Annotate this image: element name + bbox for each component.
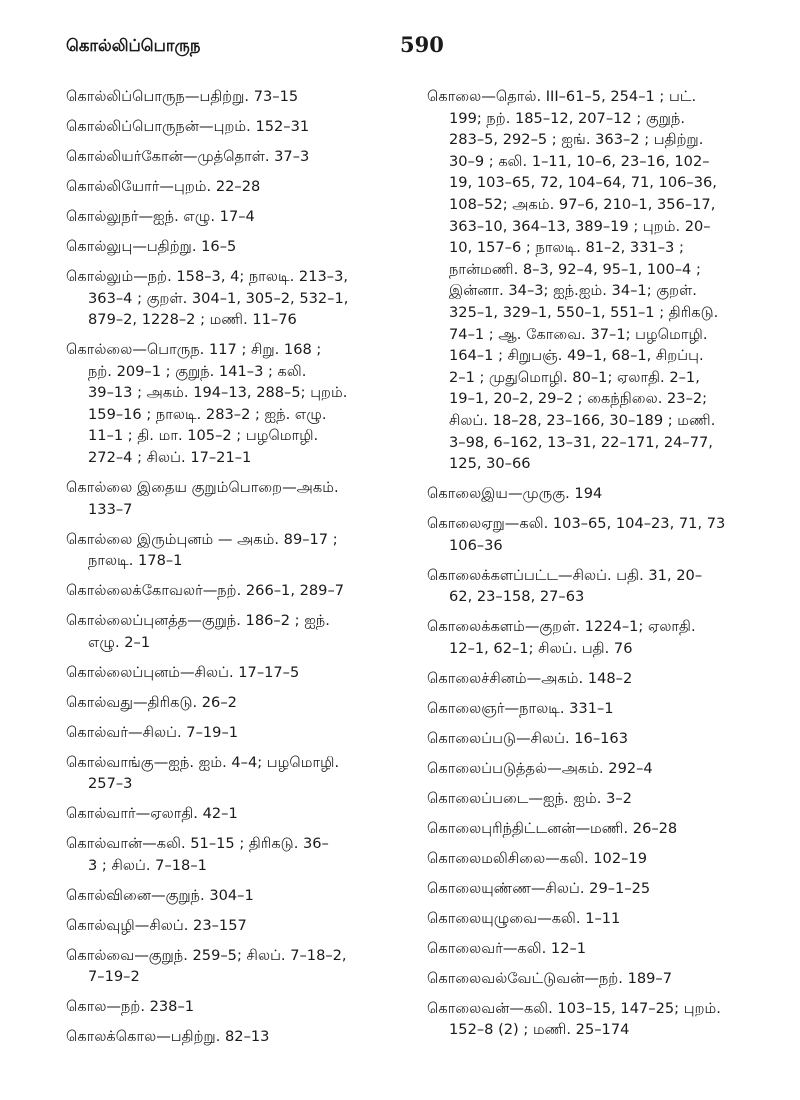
index-entry xyxy=(427,728,760,750)
entry-continuation-line: 199; நற். 185–12, 207–12 ; குறுந். xyxy=(449,109,685,127)
index-entry xyxy=(427,698,760,720)
entry-continuation-line: 257–3 xyxy=(88,775,133,793)
index-entry xyxy=(427,938,760,960)
entry-continuation-line: எழு. 2–1 xyxy=(88,633,151,651)
entry-headword-line: கொலையுழுவை—கலி. 1–11 xyxy=(427,909,621,927)
index-entry xyxy=(427,878,760,900)
entry-headword-line: கொல்வினை—குறுந். 304–1 xyxy=(66,886,254,904)
entry-headword-line: கொலைப்படை—ஐந். ஐம். 3–2 xyxy=(427,789,632,807)
entry-continuation-line: 108–52; அகம். 97–6, 210–1, 356–17, xyxy=(449,195,716,213)
index-entry xyxy=(66,266,396,331)
entry-continuation-line: 10, 157–6 ; நாலடி. 81–2, 331–3 ; xyxy=(449,239,684,257)
left-index-column xyxy=(66,86,396,1056)
entry-continuation-line: 283–5, 292–5 ; ஐங். 363–2 ; பதிற்று. xyxy=(449,131,704,149)
entry-continuation-line: 325–1, 329–1, 550–1, 551–1 ; திரிகடு. xyxy=(449,303,719,321)
entry-headword-line: கொல்லியர்கோன்—முத்தொள். 37–3 xyxy=(66,147,310,165)
index-entry xyxy=(66,692,396,714)
entry-continuation-line: 39–13 ; அகம். 194–13, 288–5; புறம். xyxy=(88,384,348,402)
entry-continuation-line: 152–8 (2) ; மணி. 25–174 xyxy=(449,1021,630,1039)
running-head: கொல்லிப்பொருந xyxy=(66,36,201,55)
entry-headword-line: கொலைவர்—கலி. 12–1 xyxy=(427,939,587,957)
index-entry xyxy=(66,833,396,876)
entry-continuation-line: 133–7 xyxy=(88,500,133,518)
index-entry xyxy=(66,339,396,469)
entry-headword-line: கொலைவல்வேட்டுவன்—நற். 189–7 xyxy=(427,969,673,987)
entry-headword-line: கொலைவன்—கலி. 103–15, 147–25; புறம். xyxy=(427,999,721,1017)
index-entry xyxy=(427,668,760,690)
entry-headword-line: கொலைச்சினம்—அகம். 148–2 xyxy=(427,669,633,687)
index-entry xyxy=(427,818,760,840)
right-index-column xyxy=(427,86,760,1049)
entry-continuation-line: 62, 23–158, 27–63 xyxy=(449,588,585,606)
index-entry xyxy=(427,848,760,870)
entry-continuation-line: 879–2, 1228–2 ; மணி. 11–76 xyxy=(88,311,297,329)
entry-headword-line: கொல்லை—பொருந. 117 ; சிறு. 168 ; xyxy=(66,341,322,359)
index-entry xyxy=(66,915,396,937)
index-entry xyxy=(427,998,760,1041)
entry-continuation-line: 272–4 ; சிலப். 17–21–1 xyxy=(88,449,252,467)
entry-continuation-line: 363–4 ; குறள். 304–1, 305–2, 532–1, xyxy=(88,289,349,307)
index-entry xyxy=(427,513,760,556)
entry-headword-line: கொல்லைப்புனத்த—குறுந். 186–2 ; ஐந். xyxy=(66,612,330,630)
index-entry xyxy=(66,885,396,907)
entry-headword-line: கொலைப்படுத்தல்—அகம். 292–4 xyxy=(427,759,653,777)
entry-headword-line: கொல்லியோர்—புறம். 22–28 xyxy=(66,177,261,195)
index-entry xyxy=(66,752,396,795)
entry-headword-line: கொல்லைப்புனம்—சிலப். 17–17–5 xyxy=(66,663,300,681)
entry-headword-line: கொலக்கொல—பதிற்று. 82–13 xyxy=(66,1028,270,1046)
index-entry xyxy=(66,206,396,228)
entry-headword-line: கொலைஞர்—நாலடி. 331–1 xyxy=(427,699,614,717)
entry-continuation-line: 74–1 ; ஆ. கோவை. 37–1; பழமொழி. xyxy=(449,325,708,343)
index-entry xyxy=(66,86,396,108)
index-entry xyxy=(66,945,396,988)
page-number: 590 xyxy=(400,32,444,57)
entry-continuation-line: 164–1 ; சிறுபஞ். 49–1, 68–1, சிறப்பு. xyxy=(449,347,704,365)
entry-headword-line: கொல்லும்—நற். 158–3, 4; நாலடி. 213–3, xyxy=(66,267,349,285)
entry-headword-line: கொல்வது—திரிகடு. 26–2 xyxy=(66,693,237,711)
page-header xyxy=(0,32,800,68)
index-entry xyxy=(66,176,396,198)
entry-headword-line: கொல்லைக்கோவலர்—நற். 266–1, 289–7 xyxy=(66,582,345,600)
entry-headword-line: கொலைமலிசிலை—கலி. 102–19 xyxy=(427,849,647,867)
index-entry xyxy=(66,529,396,572)
entry-headword-line: கொல—நற். 238–1 xyxy=(66,998,195,1016)
index-entry xyxy=(66,146,396,168)
index-entry xyxy=(66,722,396,744)
entry-headword-line: கொல்வாங்கு—ஐந். ஐம். 4–4; பழமொழி. xyxy=(66,753,340,771)
entry-continuation-line: 363–10, 364–13, 389–19 ; புறம். 20– xyxy=(449,217,711,235)
entry-continuation-line: நற். 209–1 ; குறுந். 141–3 ; கலி. xyxy=(88,362,307,380)
index-entry xyxy=(66,803,396,825)
index-entry xyxy=(66,116,396,138)
entry-continuation-line: 19, 103–65, 72, 104–64, 71, 106–36, xyxy=(449,174,717,192)
entry-headword-line: கொல்வுழி—சிலப். 23–157 xyxy=(66,916,247,934)
index-entry xyxy=(427,483,760,505)
entry-headword-line: கொல்வான்—கலி. 51–15 ; திரிகடு. 36– xyxy=(66,835,329,853)
entry-headword-line: கொலையுண்ண—சிலப். 29–1–25 xyxy=(427,879,651,897)
index-entry xyxy=(66,996,396,1018)
entry-continuation-line: இன்னா. 34–3; ஐந்.ஐம். 34–1; குறள். xyxy=(449,282,697,300)
index-entry xyxy=(66,1026,396,1048)
entry-headword-line: கொல்வர்—சிலப். 7–19–1 xyxy=(66,723,239,741)
index-entry xyxy=(427,908,760,930)
entry-continuation-line: 12–1, 62–1; சிலப். பதி. 76 xyxy=(449,639,633,657)
entry-continuation-line: 19–1, 20–2, 29–2 ; கைந்நிலை. 23–2; xyxy=(449,390,708,408)
entry-headword-line: கொலை—தொல். III–61–5, 254–1 ; பட். xyxy=(427,88,697,105)
entry-continuation-line: 11–1 ; தி. மா. 105–2 ; பழமொழி. xyxy=(88,427,319,445)
entry-continuation-line: 30–9 ; கலி. 1–11, 10–6, 23–16, 102– xyxy=(449,152,710,170)
entry-continuation-line: 2–1 ; முதுமொழி. 80–1; ஏலாதி. 2–1, xyxy=(449,368,700,386)
entry-continuation-line: 159–16 ; நாலடி. 283–2 ; ஐந். எழு. xyxy=(88,405,327,423)
entry-headword-line: கொலைஇய—முருகு. 194 xyxy=(427,485,603,503)
entry-continuation-line: 125, 30–66 xyxy=(449,455,531,473)
entry-headword-line: கொல்லிப்பொருந—பதிற்று. 73–15 xyxy=(66,88,299,105)
entry-headword-line: கொலைக்களப்பட்ட—சிலப். பதி. 31, 20– xyxy=(427,566,703,584)
entry-headword-line: கொல்லிப்பொருநன்—புறம். 152–31 xyxy=(66,117,310,135)
entry-headword-line: கொல்லை இதைய குறும்பொறை—அகம். xyxy=(66,479,339,497)
entry-headword-line: கொல்லை இரும்புனம் — அகம். 89–17 ; xyxy=(66,530,338,548)
entry-continuation-line: சிலப். 18–28, 23–166, 30–189 ; மணி. xyxy=(449,411,716,429)
index-entry xyxy=(66,580,396,602)
entry-continuation-line: 3–98, 6–162, 13–31, 22–171, 24–77, xyxy=(449,433,713,451)
entry-continuation-line: 106–36 xyxy=(449,536,503,554)
index-entry xyxy=(427,758,760,780)
entry-headword-line: கொல்லுபு—பதிற்று. 16–5 xyxy=(66,237,237,255)
index-entry xyxy=(66,610,396,653)
index-entry xyxy=(427,86,760,475)
index-entry xyxy=(66,236,396,258)
index-entry xyxy=(427,968,760,990)
index-entry xyxy=(427,565,760,608)
entry-headword-line: கொலைப்படு—சிலப். 16–163 xyxy=(427,729,628,747)
index-entry xyxy=(427,616,760,659)
entry-headword-line: கொல்வார்—ஏலாதி. 42–1 xyxy=(66,805,238,823)
entry-headword-line: கொல்வை—குறுந். 259–5; சிலப். 7–18–2, xyxy=(66,946,347,964)
index-entry xyxy=(66,662,396,684)
entry-headword-line: கொலைக்களம்—குறள். 1224–1; ஏலாதி. xyxy=(427,618,696,636)
entry-headword-line: கொல்லுநர்—ஐந். எழு. 17–4 xyxy=(66,207,255,225)
entry-continuation-line: நான்மணி. 8–3, 92–4, 95–1, 100–4 ; xyxy=(449,260,701,278)
entry-headword-line: கொலைபுரிந்திட்டனன்—மணி. 26–28 xyxy=(427,819,678,837)
entry-continuation-line: நாலடி. 178–1 xyxy=(88,552,183,570)
entry-headword-line: கொலைஏறு—கலி. 103–65, 104–23, 71, 73 xyxy=(427,515,726,533)
entry-continuation-line: 3 ; சிலப். 7–18–1 xyxy=(88,856,207,874)
index-entry xyxy=(427,788,760,810)
entry-continuation-line: 7–19–2 xyxy=(88,968,140,986)
index-entry xyxy=(66,477,396,520)
